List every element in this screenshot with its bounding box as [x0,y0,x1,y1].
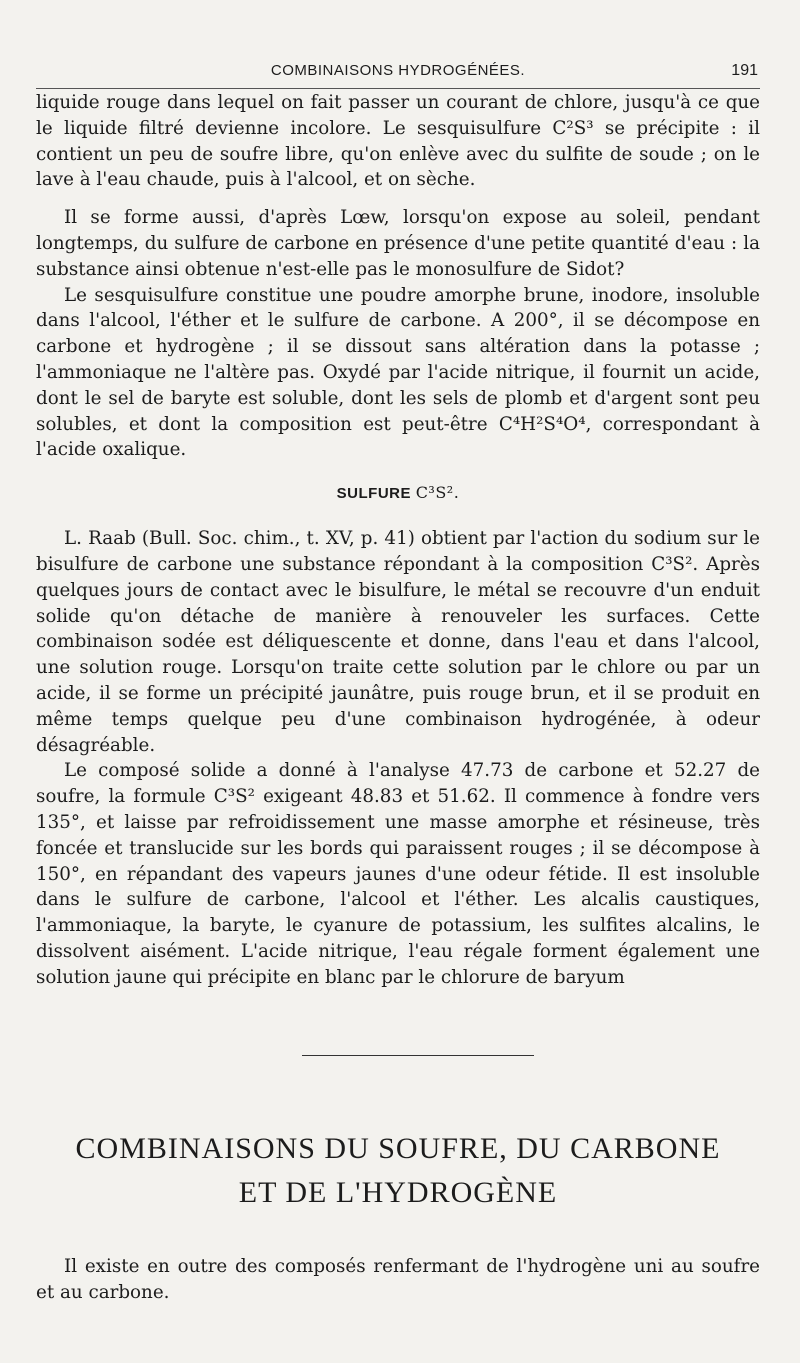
page-number: 191 [731,62,758,79]
section-heading [36,483,760,502]
paragraph-properties: Le sesquisulfure constitue une poudre amorphe brune, inodore, insoluble dans l'alcool, l'éther et le sulfure de carbone. A 200°, il se décompose en carbone et hydrogène ; il se dissout sans altération dans la potasse ; l'ammoniaque ne l'altère pas. Oxydé par l'acide nitrique, il fournit un acide, dont le sel de baryte est soluble, dont les sels de plomb et d'argent sont peu solubles, et dont la composition est peut-être C⁴H²S⁴O⁴, correspondant à l'acide oxalique. [36,284,760,461]
section-label: SULFURE [336,485,412,503]
paragraph-raab: L. Raab (Bull. Soc. chim., t. XV, p. 41) obtient par l'action du sodium sur le bisulfure de carbone une substance répondant à la composition C³S². Après quelques jours de contact avec le bisulfure, le métal se recouvre d'un enduit solide qu'on détache de manière à renouveler les surfaces. Cette combinaison sodée est déliquescente et donne, dans l'eau et dans l'alcool, une solution rouge. Lorsqu'on traite cette solution par le chlore ou par un acide, il se forme un précipité jaunâtre, puis rouge brun, et il se produit en même temps quelque peu d'une combinaison hydrogénée, à odeur désagréable. [36,528,760,756]
paragraph-analysis: Le composé solide a donné à l'analyse 47.73 de carbone et 52.27 de soufre, la formule C³S² exigeant 48.83 et 51.62. Il commence à fondre vers 135°, et laisse par refroidissement une masse amorphe et résineuse, très foncée et translucide sur les bords qui paraissent rouges ; il se décompose à 150°, en répandant des vapeurs jaunes d'une odeur fétide. Il est insoluble dans le sulfure de carbone, l'alcool et l'éther. Les alcalis caustiques, l'ammoniaque, la baryte, le cyanure de potassium, les sulfites alcalins, le dissolvent aisément. L'acide nitrique, l'eau régale forment également une solution jaune qui précipite en blanc par le chlorure de baryum [36,760,760,988]
paragraph-loew: Il se forme aussi, d'après Lœw, lorsqu'on expose au soleil, pendant longtemps, du sulfure de carbone en présence d'une petite quantité d'eau : la substance ainsi obtenue n'est-elle pas le monosulfure de Sidot? [36,207,760,280]
section-formula: C³S². [415,483,460,503]
final-paragraph-wrap [36,1254,760,1306]
running-title: COMBINAISONS HYDROGÉNÉES. [270,62,526,79]
body-text [36,90,760,991]
running-header [36,58,760,89]
section-divider [302,1055,534,1056]
chapter-title-line-2: ET DE L'HYDROGÈNE [238,1176,558,1209]
paragraph-intro: Il existe en outre des composés renfermant de l'hydrogène uni au soufre et au carbone. [36,1256,760,1303]
book-page [36,0,760,1363]
paragraph-continuation: liquide rouge dans lequel on fait passer un courant de chlore, jusqu'à ce que le liquide filtré devienne incolore. Le sesquisulfure C²S³ se précipite : il contient un peu de soufre libre, qu'on enlève avec du sulfite de soude ; on le lave à l'eau chaude, puis à l'alcool, et on sèche. [36,92,760,191]
chapter-title-line-1: COMBINAISONS DU SOUFRE, DU CARBONE [75,1132,721,1165]
